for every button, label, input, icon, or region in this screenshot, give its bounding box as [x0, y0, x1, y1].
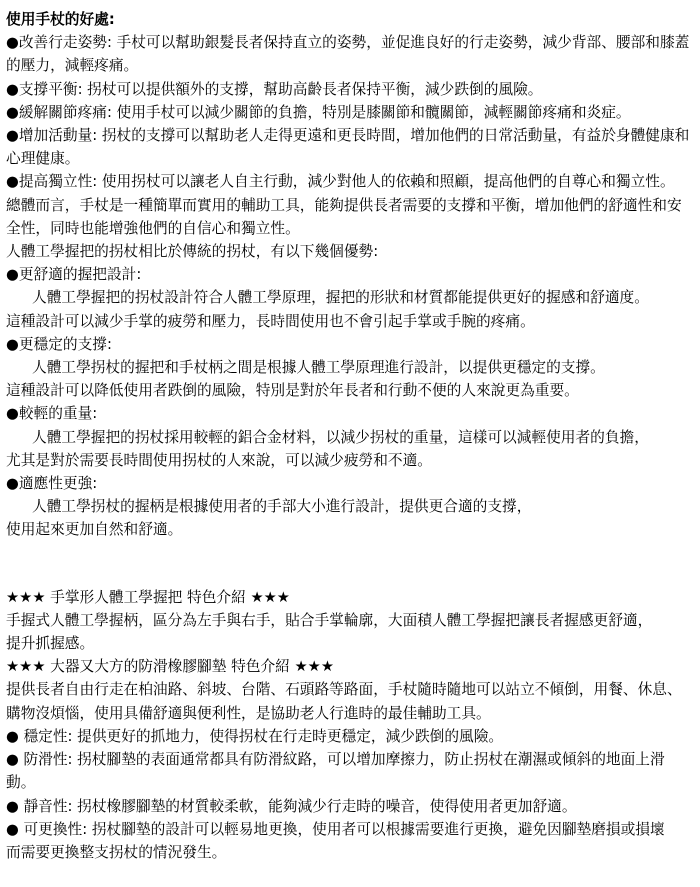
feature-section-2-line-1: 提供長者自由行走在柏油路、斜坡、台階、石頭路等路面，手杖隨時隨地可以站立不傾倒，用餐、休息、	[6, 681, 682, 699]
benefit-item-4: ●增加活動量: 拐杖的支撐可以幫助老人走得更遠和更長時間，增加他們的日常活動量，有益於身體健康和心理健康。	[6, 127, 690, 168]
advantage-body-1-line-1: 人體工學握把的拐杖設計符合人體工學原理，握把的形狀和材質都能提供更好的握感和舒適度。	[32, 289, 649, 307]
advantage-body-4-line-1: 人體工學拐杖的握柄是根據使用者的手部大小進行設計，提供更合適的支撐，	[32, 498, 532, 516]
feature-bullet-1: ● 穩定性: 提供更好的抓地力，使得拐杖在行走時更穩定，減少跌倒的風險。	[6, 727, 504, 745]
feature-bullet-3: ● 靜音性: 拐杖橡膠腳墊的材質較柔軟，能夠減少行走時的噪音，使得使用者更加舒適。	[6, 797, 577, 815]
feature-section-2-heading: ★★★ 大器又大方的防滑橡膠腳墊 特色介紹 ★★★	[6, 658, 335, 676]
feature-bullet-4: ● 可更換性: 拐杖腳墊的設計可以輕易地更換，使用者可以根據需要進行更換，避免因腳墊磨損或損壞	[6, 820, 665, 838]
feature-bullet-4-continued: 而需要更換整支拐杖的情況發生。	[6, 843, 227, 861]
advantage-body-4-line-2: 使用起來更加自然和舒適。	[6, 521, 183, 539]
benefit-item-5: ●提高獨立性: 使用拐杖可以讓老人自主行動，減少對他人的依賴和照顧，提高他們的自尊心和獨立性。	[6, 173, 675, 191]
advantage-body-2-line-2: 這種設計可以降低使用者跌倒的風險，特別是對於年長者和行動不便的人來說更為重要。	[6, 382, 579, 400]
feature-section-1-heading: ★★★ 手掌形人體工學握把 特色介紹 ★★★	[6, 588, 290, 606]
feature-section-1-line-2: 提升抓握感。	[6, 635, 95, 653]
advantage-title-3: ●較輕的重量:	[6, 405, 98, 423]
benefit-item-3: ●緩解關節疼痛: 使用手杖可以減少關節的負擔，特別是膝關節和髖關節，減輕關節疼痛和炎症。	[6, 103, 631, 121]
advantage-title-1: ●更舒適的握把設計:	[6, 266, 142, 284]
intro-heading: 使用手杖的好處:	[6, 11, 115, 28]
advantage-title-2: ●更穩定的支撐:	[6, 335, 112, 353]
benefit-item-1: ●改善行走姿勢: 手杖可以幫助銀髮長者保持直立的姿勢，並促進良好的行走姿勢，減少背部、腰部和膝蓋的壓力，減輕疼痛。	[6, 34, 690, 75]
benefit-item-2: ●支撐平衡: 拐杖可以提供額外的支撐，幫助高齡長者保持平衡，減少跌倒的風險。	[6, 80, 543, 98]
summary-paragraph: 總體而言，手杖是一種簡單而實用的輔助工具，能夠提供長者需要的支撐和平衡，增加他們的舒適性和安全性，同時也能增強他們的自信心和獨立性。	[6, 196, 682, 237]
ergonomic-intro: 人體工學握把的拐杖相比於傳統的拐杖，有以下幾個優勢:	[6, 243, 379, 261]
advantage-body-2-line-1: 人體工學拐杖的握把和手杖柄之間是根據人體工學原理進行設計，以提供更穩定的支撐。	[32, 359, 605, 377]
advantage-body-3-line-1: 人體工學握把的拐杖採用較輕的鋁合金材料，以減少拐杖的重量，這樣可以減輕使用者的負擔，	[32, 428, 649, 446]
advantage-body-1-line-2: 這種設計可以減少手掌的疲勞和壓力，長時間使用也不會引起手掌或手腕的疼痛。	[6, 312, 535, 330]
section-spacer	[6, 542, 694, 586]
feature-bullet-2: ● 防滑性: 拐杖腳墊的表面通常都具有防滑紋路，可以增加摩擦力，防止拐杖在潮濕或傾斜的地面上滑動。	[6, 751, 665, 792]
feature-section-2-line-2: 購物沒煩惱，使用具備舒適與便利性，是協助老人行進時的最佳輔助工具。	[6, 704, 491, 722]
advantage-body-3-line-2: 尤其是對於需要長時間使用拐杖的人來說，可以減少疲勞和不適。	[6, 451, 432, 469]
advantage-title-4: ●適應性更強:	[6, 475, 98, 493]
feature-section-1-line-1: 手握式人體工學握柄，區分為左手與右手，貼合手掌輪廓，大面積人體工學握把讓長者握感更舒適，	[6, 611, 653, 629]
